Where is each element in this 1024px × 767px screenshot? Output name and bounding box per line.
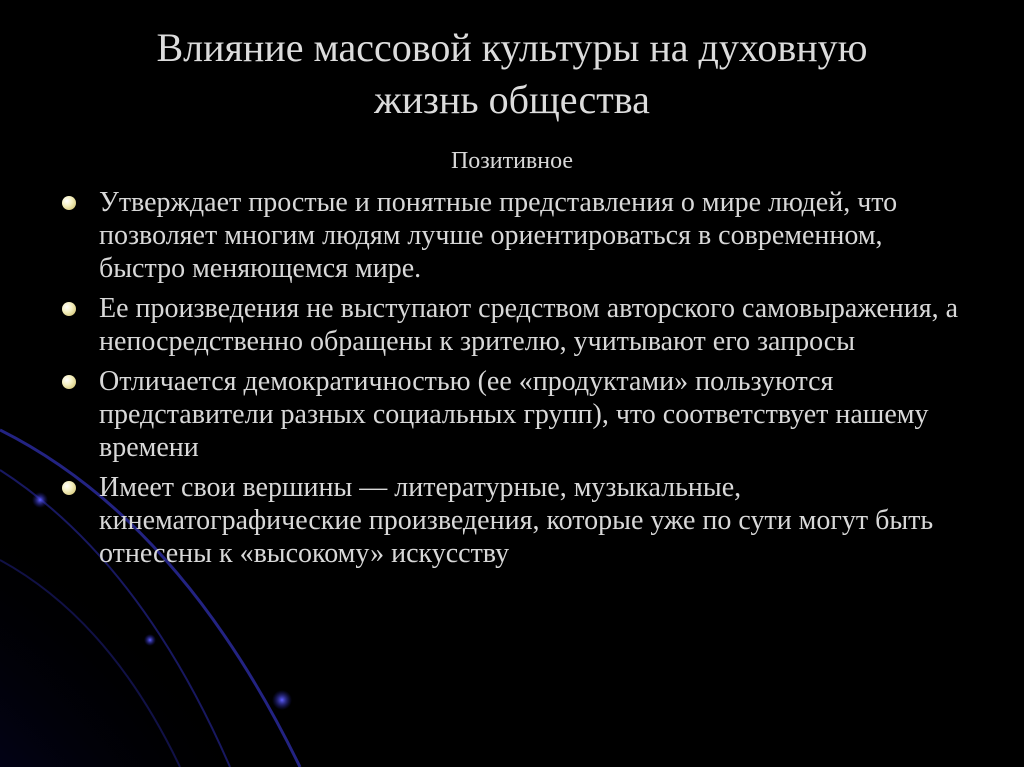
slide-subtitle: Позитивное	[450, 148, 574, 174]
bullet-item	[60, 471, 960, 570]
bullet-text: Ее произведения не выступают средством авторского самовыражения, а непосредственно обращены к зрителю, учитывают его запросы	[99, 293, 959, 357]
bullet-dot-icon	[62, 375, 76, 389]
bullet-dot-icon	[62, 302, 76, 316]
bullet-item	[60, 186, 960, 285]
title-line-2: жизнь общества	[374, 77, 650, 122]
bullet-list	[60, 186, 960, 577]
bullet-text: Имеет свои вершины — литературные, музыкальные, кинематографические произведения, которые уже по сути могут быть отнесены к «высокому» искусству	[99, 472, 934, 569]
bullet-text: Утверждает простые и понятные представления о мире людей, что позволяет многим людям лучше ориентироваться в современном, быстро меняющемся мире.	[99, 187, 898, 284]
bullet-dot-icon	[62, 481, 76, 495]
bullet-item	[60, 292, 960, 358]
title-line-1: Влияние массовой культуры на духовную	[156, 25, 868, 70]
bullet-dot-icon	[62, 196, 76, 210]
bullet-text: Отличается демократичностью (ее «продуктами» пользуются представители разных социальных групп), что соответствует нашему времени	[99, 366, 929, 463]
bullet-item	[60, 365, 960, 464]
slide-title	[60, 22, 964, 126]
